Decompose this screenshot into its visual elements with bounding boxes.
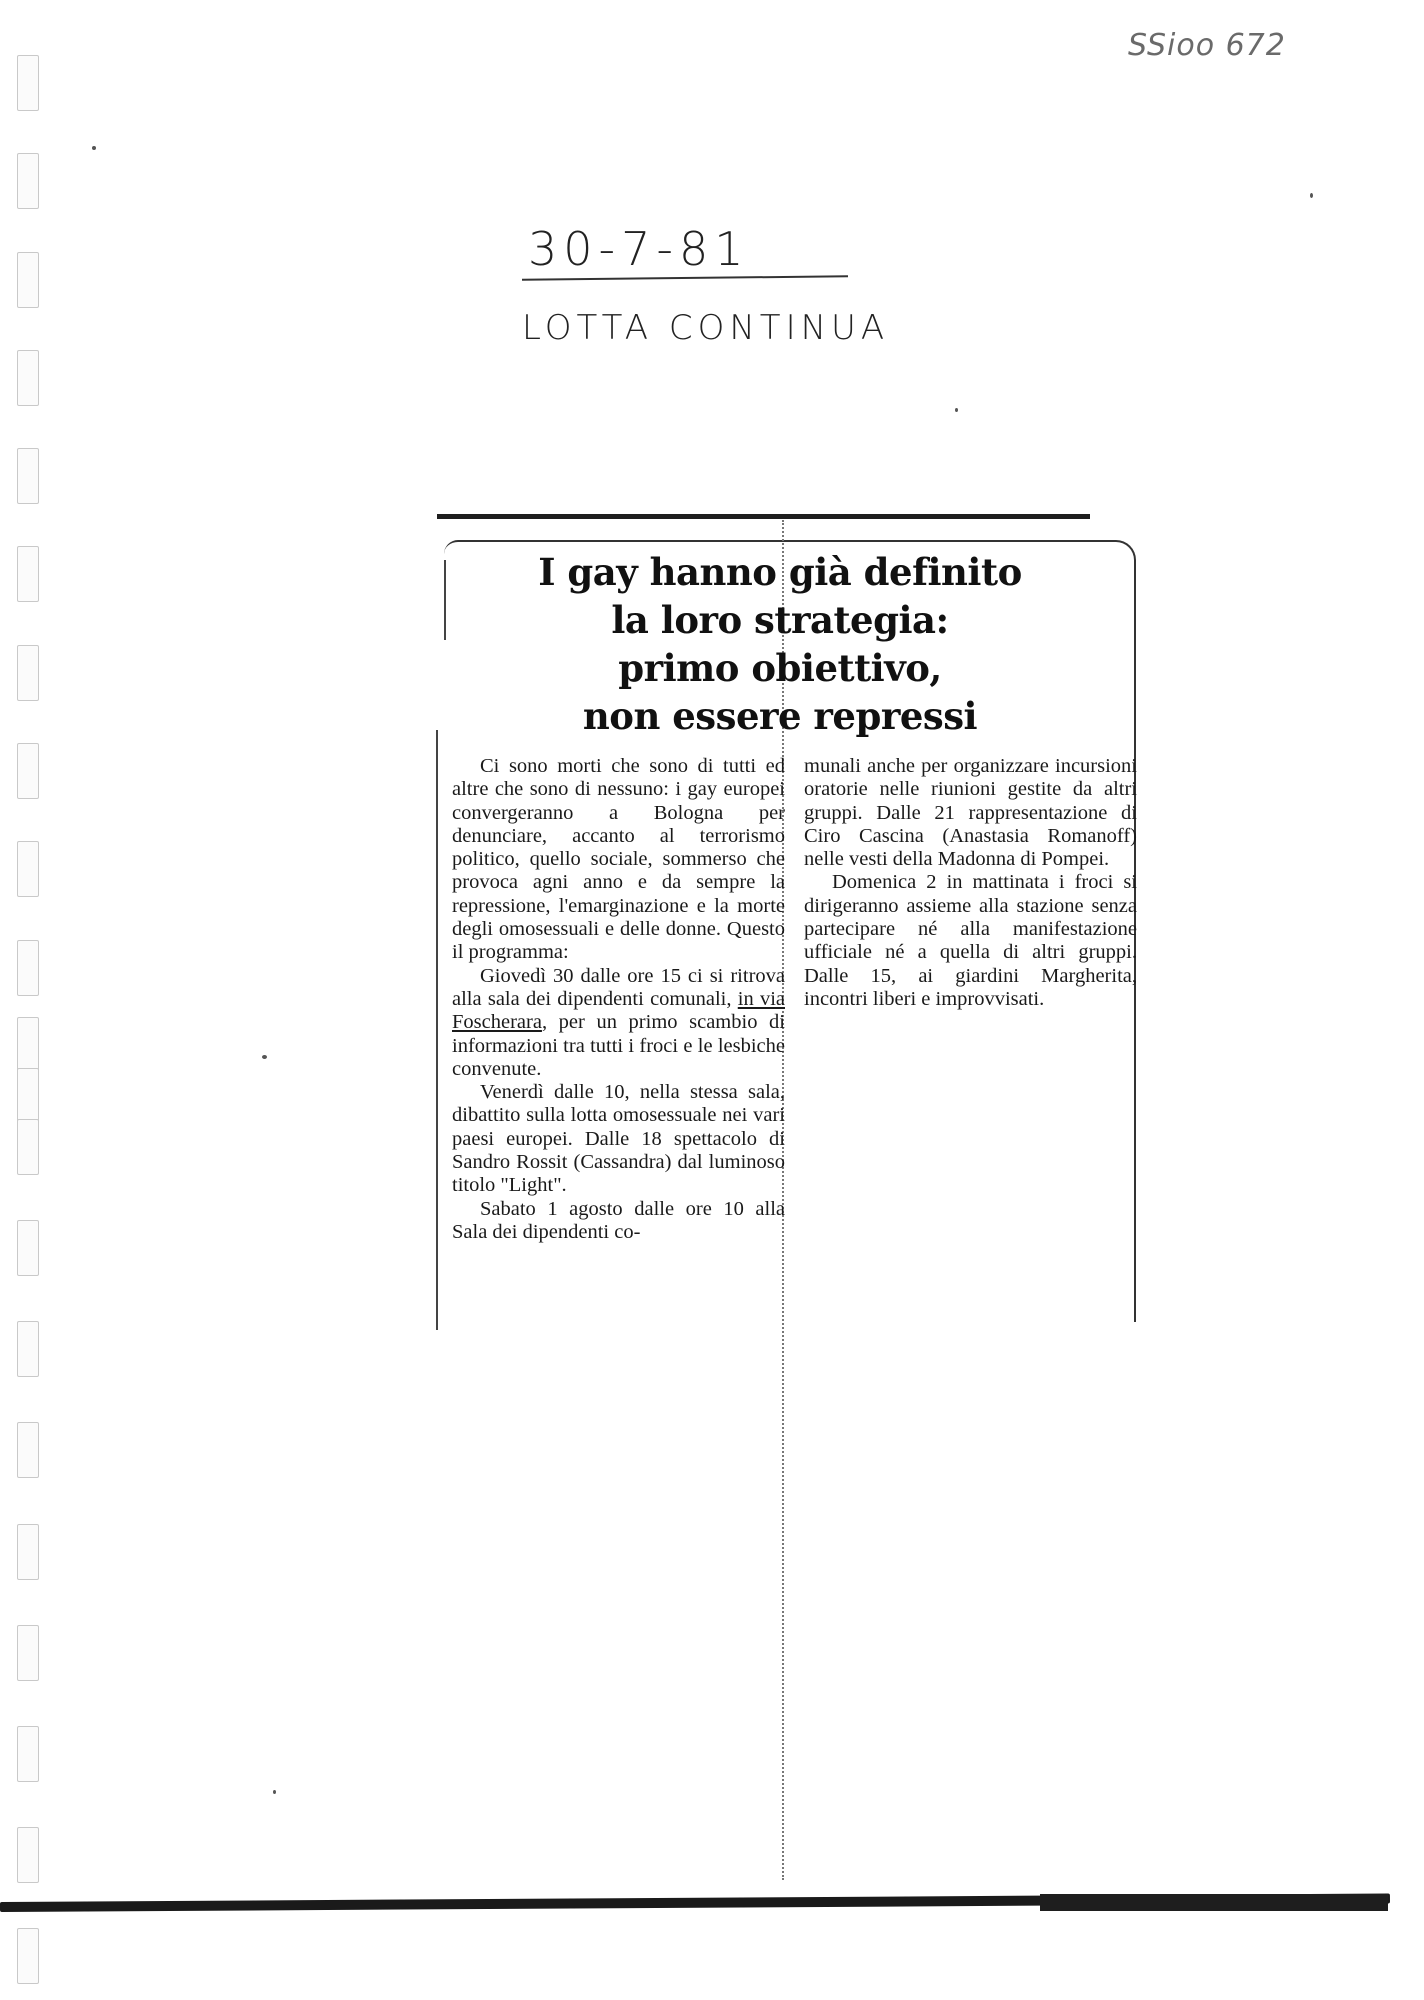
binder-hole	[17, 546, 39, 602]
clipping-top-rule	[437, 514, 1090, 519]
paragraph: Giovedì 30 dalle ore 15 ci si ritrova alla sala dei dipendenti comunali, in via Foscherara, per un primo scambio di informazioni tra tutti i froci e le lesbiche convenute.	[452, 964, 785, 1080]
paragraph: Venerdì dalle 10, nella stessa sala, dibattito sulla lotta omosessuale nei vari paesi europei. Dalle 18 spettacolo di Sandro Rossit (Cassandra) dal luminoso titolo "Light".	[452, 1081, 785, 1197]
paragraph: Domenica 2 in mattinata i froci si dirigeranno assieme alla stazione senza partecipare né alla manifestazione ufficiale né a quella di altri gruppi. Dalle 15, ai giardini Margherita, incontri liberi e improvvisati.	[804, 871, 1137, 1010]
binder-hole	[17, 153, 39, 209]
binder-hole	[17, 645, 39, 701]
binder-hole	[17, 743, 39, 799]
binder-hole	[17, 1220, 39, 1276]
headline-line: I gay hanno già definito	[538, 550, 1022, 594]
binder-hole	[17, 1524, 39, 1580]
scan-speck	[955, 408, 958, 412]
headline-line: non essere repressi	[582, 694, 978, 738]
binder-hole	[17, 1928, 39, 1984]
date-underline	[522, 275, 848, 280]
binder-hole	[17, 1119, 39, 1175]
binder-hole	[17, 1017, 39, 1073]
underlined-address: in via Foscherara	[452, 987, 785, 1034]
handwritten-source: LOTTA CONTINUA	[522, 308, 890, 348]
clipping-cut-left-upper	[444, 560, 446, 640]
scan-speck	[273, 1790, 276, 1794]
binder-hole	[17, 1625, 39, 1681]
clipping-cut-left	[436, 730, 438, 1330]
binder-hole	[17, 448, 39, 504]
binder-hole	[17, 55, 39, 111]
binder-hole	[17, 841, 39, 897]
article-headline	[450, 548, 1110, 740]
binder-hole	[17, 1827, 39, 1883]
binder-hole	[17, 252, 39, 308]
scan-speck	[92, 146, 96, 150]
paragraph: munali anche per organizzare incursioni oratorie nelle riunioni gestite da altri gruppi. Dalle 21 rappresentazione di Ciro Cascina (Anastasia Romanoff) nelle vesti della Madonna di Pompei.	[804, 755, 1137, 871]
handwritten-date: 30-7-81	[528, 222, 750, 276]
binder-hole	[17, 1068, 39, 1124]
scan-bottom-edge-thick	[1040, 1894, 1388, 1911]
archive-id: SSioo 672	[1128, 28, 1286, 63]
headline-line: la loro strategia:	[611, 598, 949, 642]
paragraph: Ci sono morti che sono di tutti ed altre che sono di nessuno: i gay europei convergeranno a Bologna per denunciare, accanto al terrorismo politico, quello sociale, sommerso che provoca agni anno e da sempre la repressione, l'emarginazione e la morte degli omosessuali e delle donne. Questo il programma:	[452, 755, 785, 964]
binder-hole	[17, 1422, 39, 1478]
headline-line: primo obiettivo,	[618, 646, 942, 690]
binder-hole	[17, 940, 39, 996]
paragraph: Sabato 1 agosto dalle ore 10 alla Sala dei dipendenti co-	[452, 1197, 785, 1243]
binder-holes	[0, 0, 60, 2000]
article-column-2	[804, 755, 1137, 1011]
scan-speck	[1310, 193, 1313, 198]
scan-speck	[262, 1055, 267, 1059]
binder-hole	[17, 1726, 39, 1782]
binder-hole	[17, 1321, 39, 1377]
article-column-1	[452, 755, 785, 1244]
binder-hole	[17, 350, 39, 406]
